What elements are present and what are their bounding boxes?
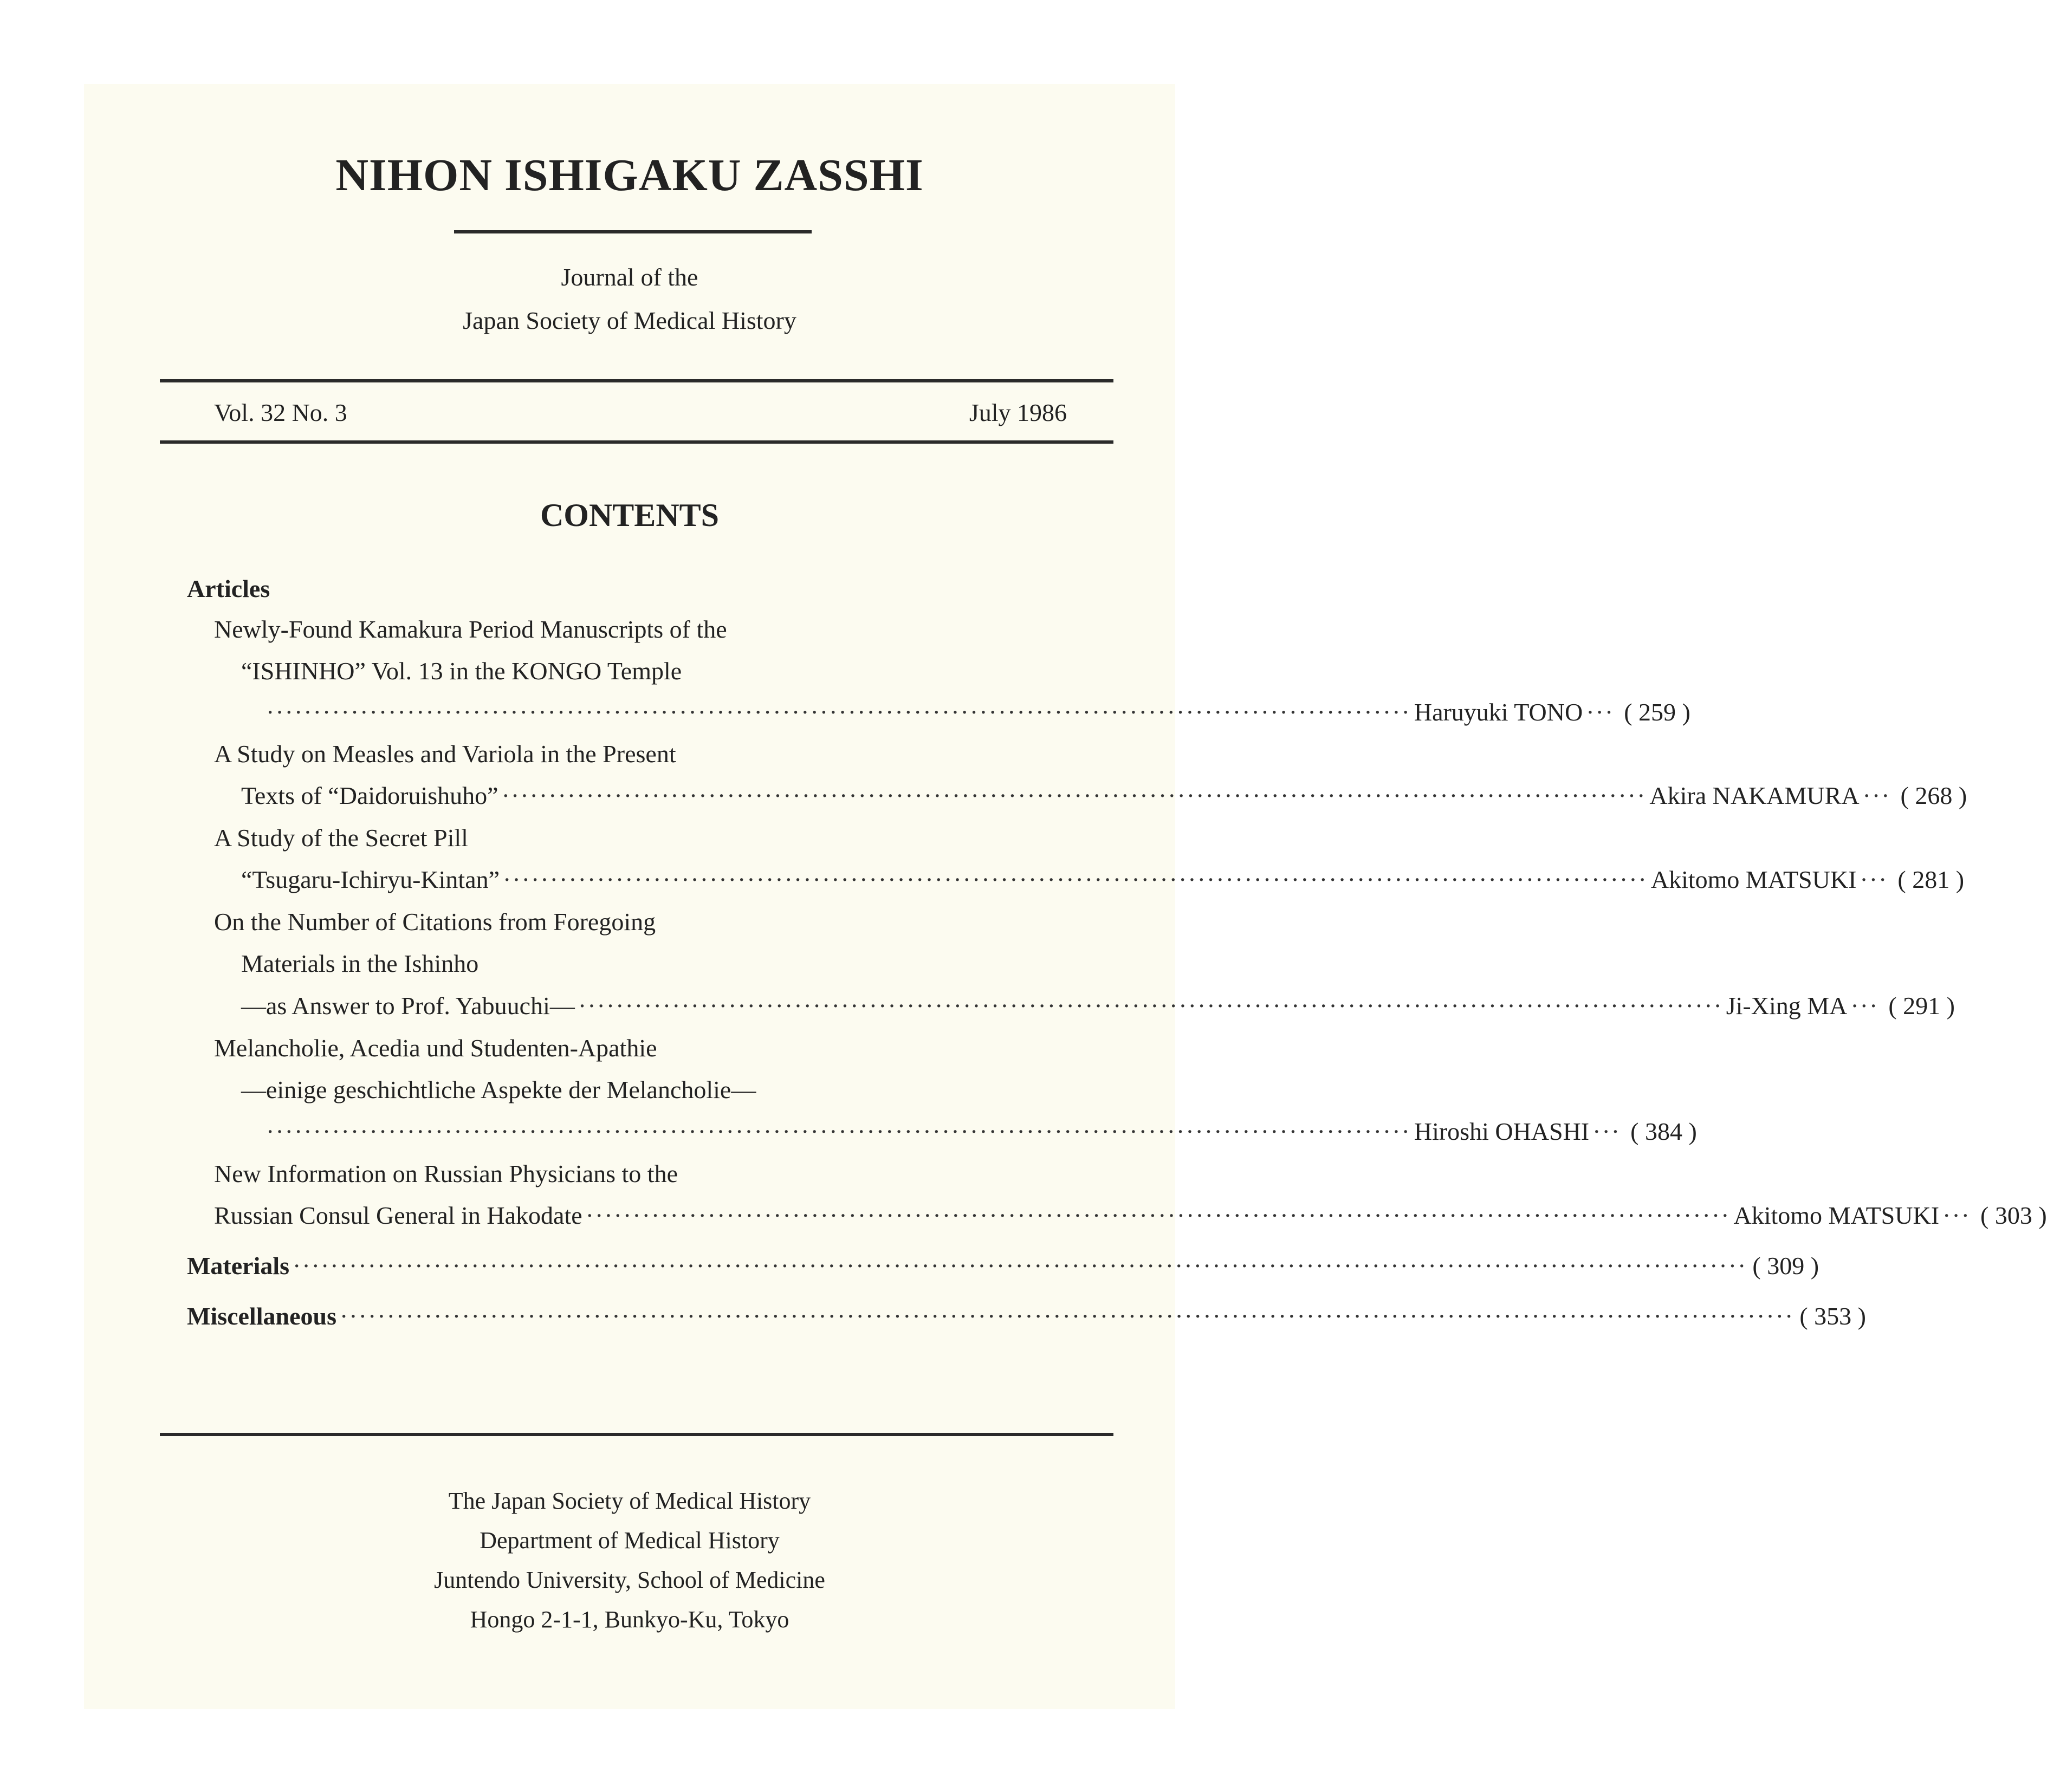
article-5-title-line-1: Melancholie, Acedia und Studenten-Apathie xyxy=(214,1034,657,1062)
footer-university: Juntendo University, School of Medicine xyxy=(434,1567,825,1593)
article-2-page: ( 268 ) xyxy=(1900,782,1967,809)
title-divider xyxy=(454,230,812,233)
article-1-author: Haruyuki TONO xyxy=(1414,698,1583,726)
article-3-entry: “Tsugaru-Ichiryu-Kintan” ·························································································································· Akitomo MATSUKI ··· ( 281 ) xyxy=(241,866,1965,893)
section-articles: Articles xyxy=(187,575,270,602)
materials-page: ( 309 ) xyxy=(1752,1252,1819,1280)
article-5-author: Hiroshi OHASHI xyxy=(1414,1118,1590,1145)
volume-number: Vol. 32 No. 3 xyxy=(214,399,347,426)
article-6-author: Akitomo MATSUKI xyxy=(1733,1202,1940,1229)
leader-dots: ··························································································································································· xyxy=(339,1302,1795,1330)
contents-heading: CONTENTS xyxy=(540,497,720,533)
leader-dots: ·························································································································· xyxy=(501,782,1647,809)
leader-dots: ·························································································································· xyxy=(266,1118,1411,1145)
article-4-author: Ji-Xing MA xyxy=(1726,992,1848,1020)
article-3-title-line-1: A Study of the Secret Pill xyxy=(214,824,468,852)
article-4-page: ( 291 ) xyxy=(1888,992,1955,1020)
article-3-lead: “Tsugaru-Ichiryu-Kintan” xyxy=(241,866,500,893)
subtitle-line-1: Journal of the xyxy=(561,263,698,291)
miscellaneous-label: Miscellaneous xyxy=(187,1302,336,1330)
article-2-title-line-1: A Study on Measles and Variola in the Present xyxy=(214,740,676,768)
article-1-title-line-1: Newly-Found Kamakura Period Manuscripts of the xyxy=(214,615,727,643)
article-6-entry: Russian Consul General in Hakodate ·························································································································· Akitomo MATSUKI ··· ( 303 ) xyxy=(214,1202,2047,1229)
article-3-author: Akitomo MATSUKI xyxy=(1650,866,1857,893)
article-1-page: ( 259 ) xyxy=(1624,698,1690,726)
materials-label: Materials xyxy=(187,1252,290,1280)
leader-dots: ·························································································································· xyxy=(266,698,1411,726)
article-3-page: ( 281 ) xyxy=(1897,866,1965,893)
subtitle-line-2: Japan Society of Medical History xyxy=(463,307,796,334)
footer-society: The Japan Society of Medical History xyxy=(448,1488,811,1514)
article-6-title-line-1: New Information on Russian Physicians to the xyxy=(214,1160,678,1187)
article-4-entry: —as Answer to Prof. Yabuuchi— ·························································································································· Ji-Xing MA ··· ( 291 ) xyxy=(241,992,1955,1020)
article-5-entry: ·························································································································· Hiroshi OHASHI ··· ( 384 ) xyxy=(266,1118,1697,1145)
header-rule-bottom xyxy=(160,440,1113,444)
article-5-title-line-2: —einige geschichtliche Aspekte der Melancholie— xyxy=(241,1076,756,1103)
journal-cover-page xyxy=(84,84,2047,1709)
article-2-author: Akira NAKAMURA xyxy=(1649,782,1860,809)
leader-dots: ··························································································································································· xyxy=(293,1252,1747,1280)
leader-dots: ·························································································································· xyxy=(585,1202,1731,1229)
article-4-title-line-2: Materials in the Ishinho xyxy=(241,950,479,977)
footer-address: Hongo 2-1-1, Bunkyo-Ku, Tokyo xyxy=(470,1606,789,1633)
article-4-title-line-1: On the Number of Citations from Foregoing xyxy=(214,908,656,936)
leader-dots: ·························································································································· xyxy=(578,992,1723,1020)
article-6-page: ( 303 ) xyxy=(1980,1202,2047,1229)
article-4-lead: —as Answer to Prof. Yabuuchi— xyxy=(241,992,575,1020)
issue-date: July 1986 xyxy=(969,399,1067,426)
materials-entry xyxy=(187,1251,1819,1280)
article-1-entry: ·························································································································· Haruyuki TONO ··· ( 259 ) xyxy=(266,698,1690,726)
article-2-lead: Texts of “Daidoruishuho” xyxy=(241,782,498,809)
article-1-title-line-2: “ISHINHO” Vol. 13 in the KONGO Temple xyxy=(241,657,682,685)
leader-dots: ·························································································································· xyxy=(503,866,1648,893)
miscellaneous-entry xyxy=(187,1302,1866,1330)
footer-department: Department of Medical History xyxy=(480,1527,780,1554)
article-2-entry: Texts of “Daidoruishuho” ·························································································································· Akira NAKAMURA ··· ( 268 ) xyxy=(241,782,1967,809)
article-5-page: ( 384 ) xyxy=(1630,1118,1697,1145)
journal-title: NIHON ISHIGAKU ZASSHI xyxy=(335,150,924,200)
miscellaneous-page: ( 353 ) xyxy=(1799,1302,1866,1330)
article-6-lead: Russian Consul General in Hakodate xyxy=(214,1202,582,1229)
header-rule-top xyxy=(160,379,1113,382)
footer-rule xyxy=(160,1433,1113,1436)
